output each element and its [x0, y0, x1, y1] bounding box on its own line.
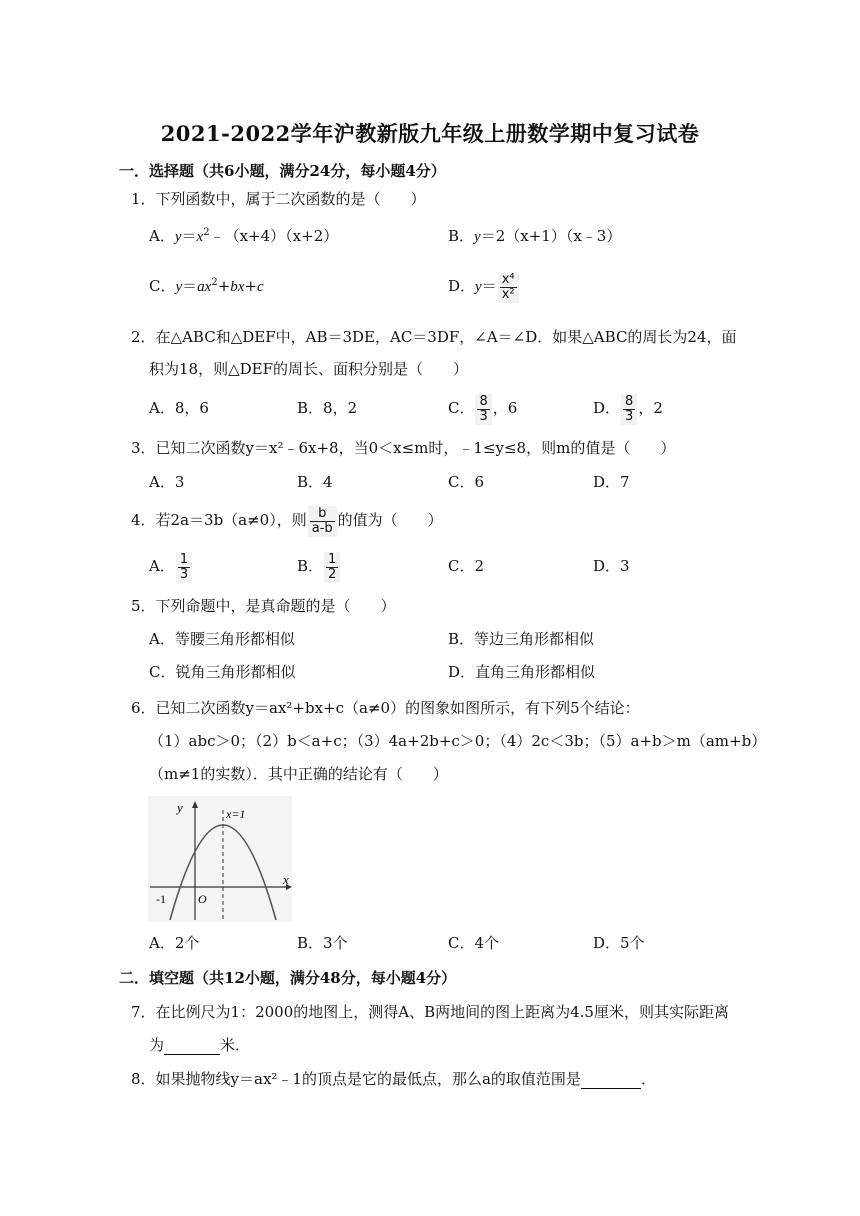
question-2-stem-line-2: 积为18，则△DEF的周长、面积分别是（ ）	[149, 360, 469, 378]
question-6-option-c: C．4个	[448, 934, 500, 952]
question-6-stem-line-3: （m≠1的实数）．其中正确的结论有（ ）	[149, 765, 448, 783]
section-heading-fill-in: 二．填空题（共12小题，满分48分，每小题4分）	[119, 969, 457, 987]
question-5-stem: 5．下列命题中，是真命题的是（ ）	[131, 597, 396, 615]
question-5-option-c: C．锐角三角形都相似	[149, 663, 296, 681]
question-4-option-d: D．3	[593, 557, 630, 575]
graph-x-label: x	[283, 872, 289, 887]
question-3-option-b: B．4	[297, 473, 333, 491]
question-1-option-d: D．y＝ $\frac{\text{x⁴}}{\text{x²}}$	[448, 266, 520, 307]
question-5-option-a: A．等腰三角形都相似	[149, 630, 295, 648]
question-4-stem: 4．若2a＝3b（a≠0），则 $\frac{b}{a-b}$ 的值为（ ）	[131, 505, 443, 536]
question-6-option-d: D．5个	[593, 934, 645, 952]
graph-axis-label: x=1	[226, 807, 246, 821]
question-4-option-a: A． $\frac{1}{3}$	[149, 548, 193, 584]
section-heading-choice: 一．选择题（共6小题，满分24分，每小题4分）	[119, 162, 446, 180]
q1-d-fraction: $\frac{\text{x⁴}}{\text{x²}}$	[498, 272, 519, 303]
page-title: 2021-2022学年沪教新版九年级上册数学期中复习试卷	[160, 121, 700, 146]
graph-neg-one-label: -1	[156, 892, 166, 906]
question-8-answer-blank[interactable]	[581, 1072, 641, 1089]
question-2-option-b: B．8，2	[297, 399, 358, 417]
question-3-stem: 3．已知二次函数y＝x²﹣6x+8，当0＜x≤m时，﹣1≤y≤8，则m的值是（ ）	[131, 439, 676, 457]
question-5-option-b: B．等边三角形都相似	[448, 630, 595, 648]
question-3-option-c: C．6	[448, 473, 485, 491]
q2-d-fraction: $\frac{8}{3}$	[621, 394, 637, 425]
question-6-option-a: A．2个	[149, 934, 200, 952]
parabola-graph	[148, 796, 292, 922]
question-8-stem: 8．如果抛物线y＝ax²﹣1的顶点是它的最低点，那么a的取值范围是 ．	[131, 1070, 656, 1088]
graph-y-label: y	[177, 800, 183, 815]
question-1-option-b: B．y＝2（x+1）（x﹣3）	[448, 227, 622, 245]
question-4-option-b: B． $\frac{1}{2}$	[297, 548, 341, 584]
q1-b-rest: （x+1）（x﹣3）	[505, 227, 622, 245]
question-2-option-d: D． $\frac{8}{3}$ ，2	[593, 393, 663, 424]
graph-origin-label: O	[198, 892, 207, 906]
question-1-stem: 1．下列函数中，属于二次函数的是（ ）	[131, 190, 426, 208]
question-7-stem-line-1: 7．在比例尺为1：2000的地图上，测得A、B两地间的图上距离为4.5厘米，则其实际距离	[131, 1003, 729, 1021]
question-6-stem-line-2: （1）abc＞0；（2）b＜a+c；（3）4a+2b+c＞0；（4）2c＜3b；（5）a+b＞m（am+b）	[149, 732, 767, 750]
q1-a-rest: （x+4）（x+2）	[224, 227, 339, 245]
question-1-option-a: A．$y=x^2﹣(x+4)(x+2)$	[149, 227, 339, 245]
question-3-option-d: D．7	[593, 473, 630, 491]
question-6-option-b: B．3个	[297, 934, 348, 952]
question-2-option-a: A．8，6	[149, 399, 209, 417]
question-1-option-c: C．$y=ax^2+bx+c$	[149, 277, 264, 295]
question-5-option-d: D．直角三角形都相似	[448, 663, 596, 681]
question-3-option-a: A．3	[149, 473, 185, 491]
question-2-option-c: C． $\frac{8}{3}$ ，6	[448, 393, 518, 424]
q4-b-fraction: $\frac{1}{2}$	[324, 552, 340, 583]
question-6-stem-line-1: 6．已知二次函数y＝ax²+bx+c（a≠0）的图象如图所示，有下列5个结论：	[131, 699, 640, 717]
question-7-answer-blank[interactable]	[164, 1038, 220, 1055]
question-7-stem-line-2: 为 米．	[149, 1036, 251, 1054]
q2-c-fraction: $\frac{8}{3}$	[475, 394, 491, 425]
question-2-stem-line-1: 2．在△ABC和△DEF中，AB＝3DE，AC＝3DF，∠A＝∠D．如果△ABC的周长为24，面	[131, 328, 737, 346]
q4-a-fraction: $\frac{1}{3}$	[176, 552, 192, 583]
question-4-option-c: C．2	[448, 557, 485, 575]
q4-stem-fraction: $\frac{b}{a-b}$	[308, 506, 337, 537]
